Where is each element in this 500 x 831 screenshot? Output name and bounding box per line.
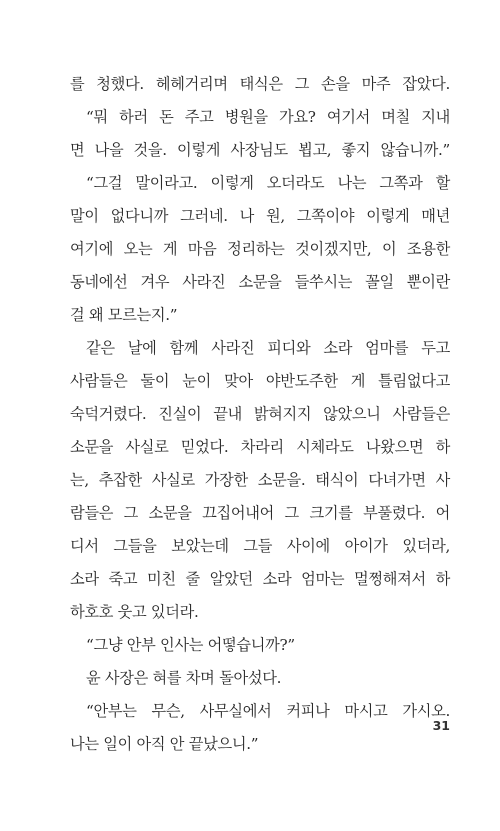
- text-line: 소라 죽고 미친 줄 알았던 소라 엄마는 멀쩡해져서 하: [70, 570, 450, 588]
- text-line: 윤 사장은 혀를 차며 돌아섰다.: [86, 669, 282, 687]
- text-line: 사람들은 둘이 눈이 맞아 야반도주한 게 틀림없다고: [70, 372, 450, 390]
- page-body: [70, 68, 450, 761]
- text-line: 디서 그들을 보았는데 그들 사이에 아이가 있더라,: [70, 537, 450, 555]
- text-line: 소문을 사실로 믿었다. 차라리 시체라도 나왔으면 하: [70, 438, 450, 456]
- text-line: 나는 일이 아직 안 끝났으니.”: [70, 735, 259, 753]
- text-line: “그걸 말이라고. 이렇게 오더라도 나는 그쪽과 할: [86, 174, 450, 192]
- text-line: 면 나을 것을. 이렇게 사장님도 뵙고, 좋지 않습니까.”: [70, 141, 450, 159]
- text-line: 숙덕거렸다. 진실이 끝내 밝혀지지 않았으니 사람들은: [70, 405, 450, 423]
- text-line: 람들은 그 소문을 끄집어내어 그 크기를 부풀렸다. 어: [70, 504, 450, 522]
- text-line: 하호호 웃고 있더라.: [70, 603, 199, 621]
- text-line: “안부는 무슨, 사무실에서 커피나 마시고 가시오.: [86, 702, 450, 720]
- text-line: 걸 왜 모르는지.”: [70, 306, 178, 324]
- text-line: “그냥 안부 인사는 어떻습니까?”: [86, 636, 295, 654]
- page-number: 31: [432, 718, 450, 733]
- text-line: 같은 날에 함께 사라진 피디와 소라 엄마를 두고: [86, 339, 450, 357]
- text-line: 동네에선 겨우 사라진 소문을 들쑤시는 꼴일 뿐이란: [70, 273, 450, 291]
- text-line: 를 청했다. 헤헤거리며 태식은 그 손을 마주 잡았다.: [70, 75, 450, 93]
- text-line: “뭐 하러 돈 주고 병원을 가요? 여기서 며칠 지내: [86, 108, 450, 126]
- text-line: 여기에 오는 게 마음 정리하는 것이겠지만, 이 조용한: [70, 240, 450, 258]
- text-line: 는, 추잡한 사실로 가장한 소문을. 태식이 다녀가면 사: [70, 471, 450, 489]
- text-line: 말이 없다니까 그러네. 나 원, 그쪽이야 이렇게 매년: [70, 207, 450, 225]
